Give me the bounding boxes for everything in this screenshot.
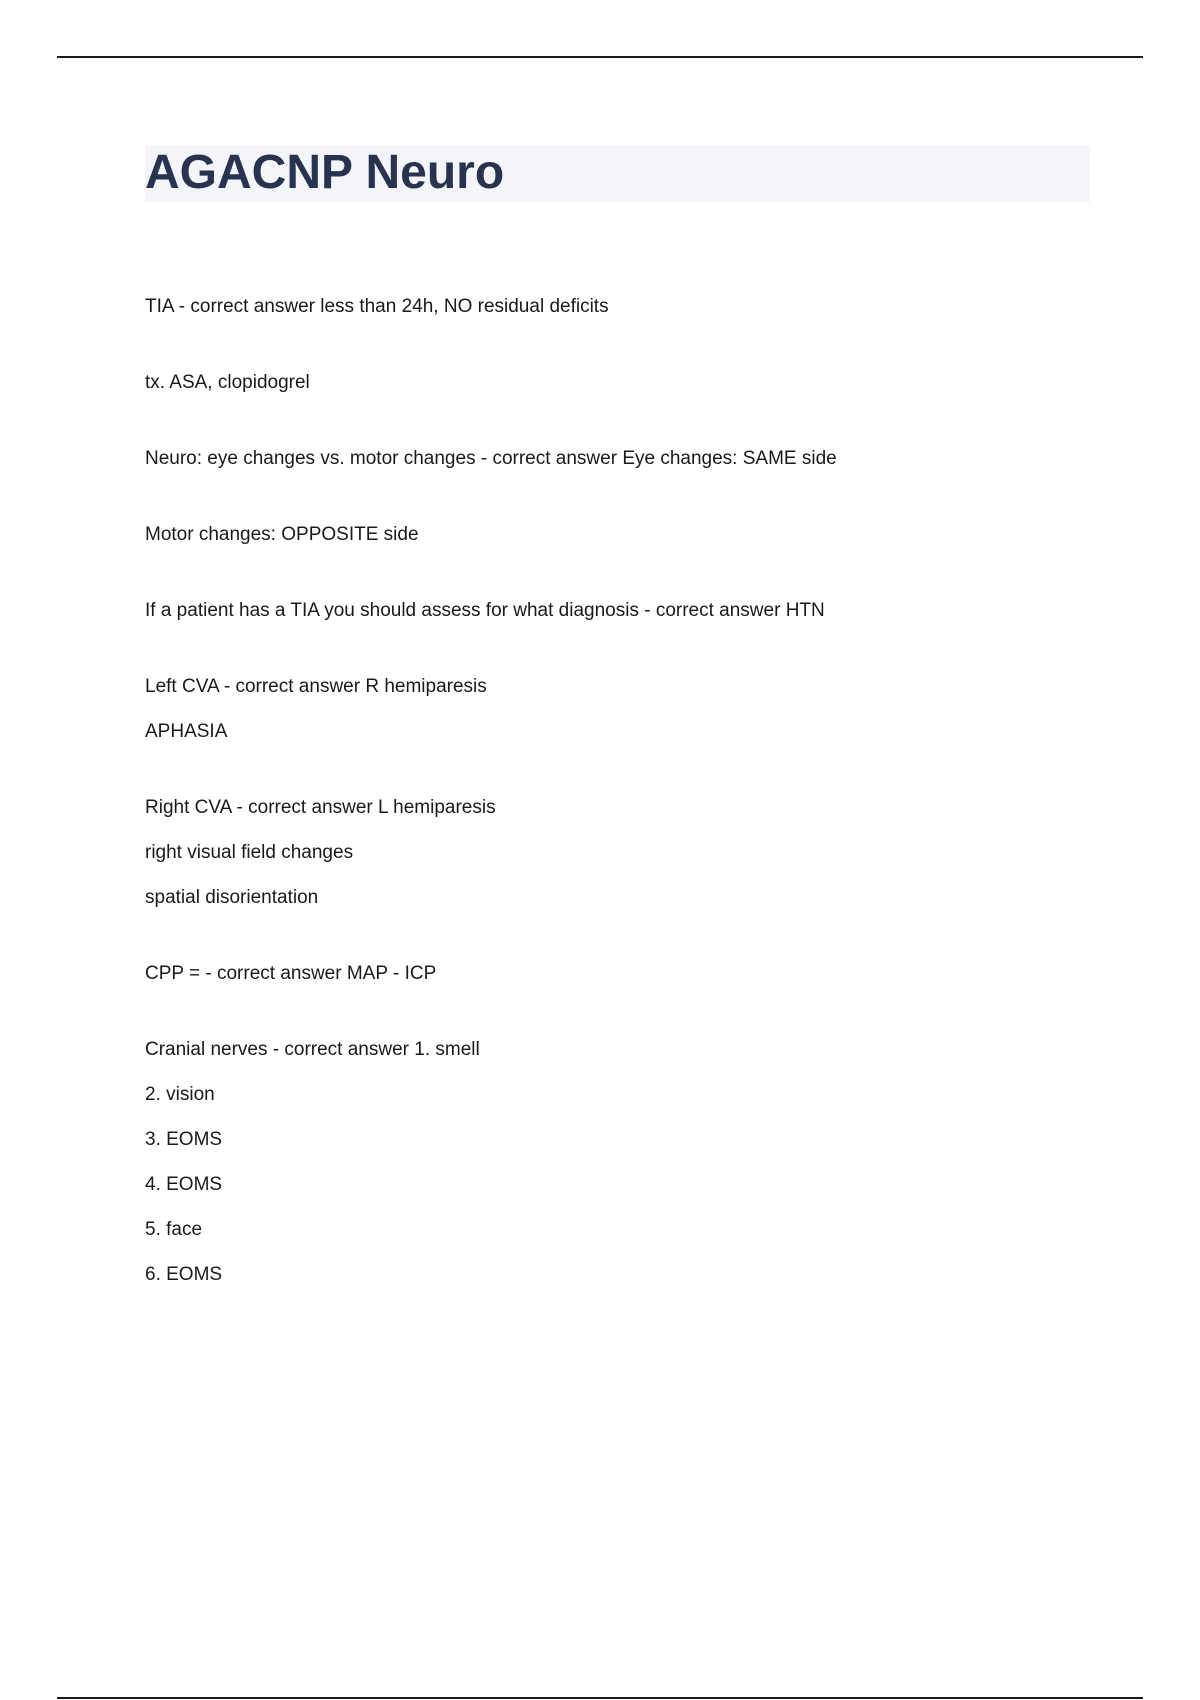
- qa-block: [145, 368, 1090, 398]
- footer-rule: [57, 1697, 1143, 1699]
- text-line: TIA - correct answer less than 24h, NO residual deficits: [145, 296, 609, 317]
- text-line: tx. ASA, clopidogrel: [145, 372, 310, 393]
- text-line: Left CVA - correct answer R hemiparesis: [145, 676, 487, 697]
- text-line: 3. EOMS: [145, 1129, 223, 1150]
- qa-block: [145, 793, 1090, 913]
- text-line: APHASIA: [145, 721, 228, 742]
- qa-block: [145, 292, 1090, 322]
- text-line: CPP = - correct answer MAP - ICP: [145, 963, 437, 984]
- text-line: Neuro: eye changes vs. motor changes - correct answer Eye changes: SAME side: [145, 448, 837, 469]
- text-line: 2. vision: [145, 1084, 215, 1105]
- document-title: AGACNP Neuro: [145, 146, 505, 199]
- text-line: 5. face: [145, 1219, 203, 1240]
- text-line: right visual field changes: [145, 842, 354, 863]
- qa-block: [145, 672, 1090, 747]
- qa-block: [145, 444, 1090, 474]
- qa-block: [145, 959, 1090, 989]
- document-body: [145, 292, 1090, 1336]
- header-rule: [57, 56, 1143, 58]
- text-line: spatial disorientation: [145, 887, 319, 908]
- qa-block: [145, 1035, 1090, 1290]
- text-line: 6. EOMS: [145, 1264, 223, 1285]
- text-line: If a patient has a TIA you should assess for what diagnosis - correct answer HTN: [145, 600, 825, 621]
- qa-block: [145, 596, 1090, 626]
- text-line: Cranial nerves - correct answer 1. smell: [145, 1039, 480, 1060]
- qa-block: [145, 520, 1090, 550]
- text-line: Right CVA - correct answer L hemiparesis: [145, 797, 496, 818]
- text-line: 4. EOMS: [145, 1174, 223, 1195]
- text-line: Motor changes: OPPOSITE side: [145, 524, 419, 545]
